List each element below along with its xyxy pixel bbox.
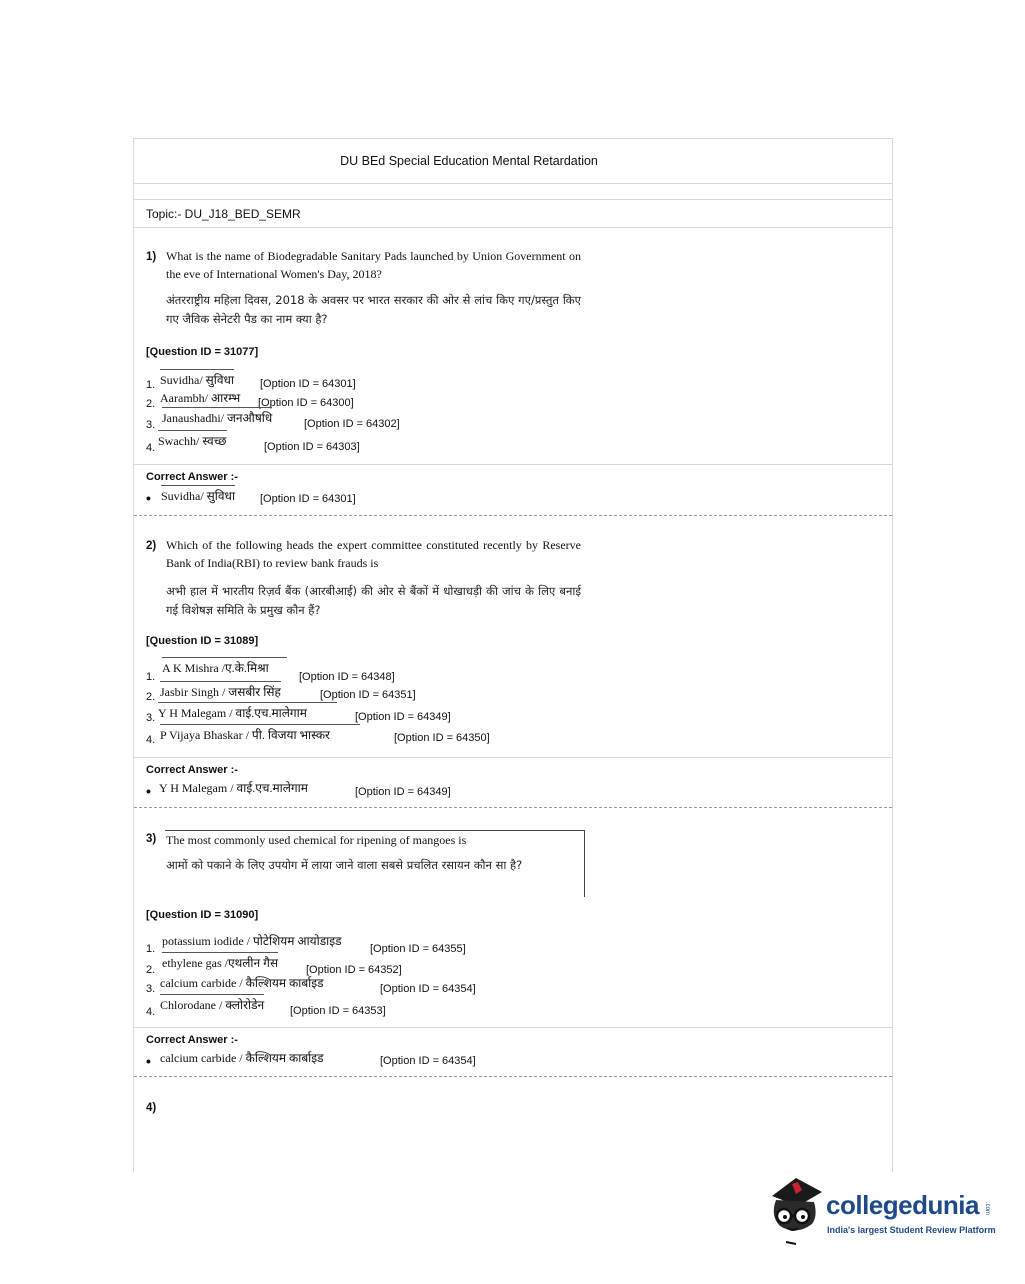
correct-answer-1 — [134, 485, 892, 507]
option-2 — [146, 388, 746, 408]
option-text: potassium iodide / पोटेशियम आयोडाइड — [162, 934, 342, 948]
option-4 — [146, 994, 746, 1018]
correct-answer-label: Correct Answer :- — [146, 1034, 238, 1046]
question-text-en: The most commonly used chemical for ripening of mangoes is — [166, 833, 467, 847]
question-text-en: Which of the following heads the expert committee constituted recently by Reserve Bank of India(RBI) to review bank frauds is — [166, 538, 581, 570]
topic-label: Topic:- DU_J18_BED_SEMR — [146, 207, 301, 221]
logo-wordmark: collegedunia — [826, 1190, 979, 1220]
header-spacer — [134, 183, 892, 200]
bullet: • — [146, 783, 151, 799]
question-id: [Question ID = 31089] — [146, 635, 259, 647]
option-number: 2. — [146, 398, 156, 410]
option-3 — [146, 973, 746, 993]
correct-answer-3 — [134, 1048, 892, 1070]
question-number: 3) — [146, 833, 157, 845]
option-text: Janaushadhi/ जनऔषधि — [162, 407, 272, 426]
option-number: 4. — [146, 734, 156, 746]
option-text: Aarambh/ आरम्भ — [160, 391, 241, 405]
option-text: Jasbir Singh / जसबीर सिंह — [160, 681, 281, 700]
option-id: [Option ID = 64303] — [264, 441, 360, 453]
option-id: [Option ID = 64355] — [370, 943, 466, 955]
dashed-divider — [134, 1076, 892, 1077]
option-number: 2. — [146, 964, 156, 976]
option-id: [Option ID = 64354] — [380, 983, 476, 995]
option-text: calcium carbide / कैल्शियम कार्बाइड — [160, 976, 324, 990]
option-2 — [146, 952, 746, 976]
option-text: ethylene gas /एथलीन गैस — [162, 952, 278, 971]
option-3 — [146, 702, 746, 722]
option-text: A K Mishra /ए.के.मिश्रा — [162, 657, 287, 676]
divider — [134, 1027, 892, 1028]
correct-answer-text: Suvidha/ सुविधा — [161, 485, 235, 504]
mascot-icon — [766, 1176, 826, 1246]
correct-answer-id: [Option ID = 64349] — [355, 786, 451, 798]
option-text: Suvidha/ सुविधा — [160, 369, 234, 388]
option-number: 3. — [146, 712, 156, 724]
divider — [134, 227, 892, 228]
option-id: [Option ID = 64352] — [306, 964, 402, 976]
option-1 — [146, 931, 746, 955]
bullet: • — [146, 1053, 151, 1069]
correct-answer-2 — [134, 778, 892, 800]
option-id: [Option ID = 64302] — [304, 418, 400, 430]
option-id: [Option ID = 64348] — [299, 671, 395, 683]
option-text: Chlorodane / क्लोरोडेन — [160, 994, 264, 1013]
logo-tagline: India's largest Student Review Platform — [827, 1225, 996, 1235]
dashed-divider — [134, 807, 892, 808]
option-2 — [146, 681, 746, 701]
option-4 — [146, 724, 746, 744]
option-text: P Vijaya Bhaskar / पी. विजया भास्कर — [160, 724, 360, 743]
option-1 — [146, 657, 746, 683]
question-text-en: What is the name of Biodegradable Sanitary Pads launched by Union Government on the eve of International Women's Day, 2018? — [166, 249, 581, 281]
option-number: 1. — [146, 379, 156, 391]
document-frame — [133, 138, 893, 1172]
option-id: [Option ID = 64351] — [320, 689, 416, 701]
option-1 — [146, 369, 746, 389]
divider — [134, 757, 892, 758]
correct-answer-text: calcium carbide / कैल्शियम कार्बाइड — [160, 1051, 324, 1065]
question-number: 4) — [146, 1102, 157, 1114]
question-number: 1) — [146, 251, 157, 263]
collegedunia-logo — [766, 1176, 996, 1246]
correct-answer-text: Y H Malegam / वाई.एच.मालेगाम — [159, 781, 308, 795]
option-id: [Option ID = 64301] — [260, 378, 356, 390]
option-id: [Option ID = 64350] — [394, 732, 490, 744]
logo-suffix: .com — [984, 1202, 990, 1216]
option-text: Swachh/ स्वच्छ — [158, 430, 227, 449]
page-title: DU BEd Special Education Mental Retardation — [134, 139, 892, 184]
correct-answer-id: [Option ID = 64354] — [380, 1055, 476, 1067]
option-number: 3. — [146, 983, 156, 995]
correct-answer-id: [Option ID = 64301] — [260, 493, 356, 505]
question-id: [Question ID = 31090] — [146, 909, 259, 921]
option-number: 1. — [146, 671, 156, 683]
question-text-hi: अंतरराष्ट्रीय महिला दिवस, 2018 के अवसर पर भारत सरकार की ओर से लांच किए गए/प्रस्तुत किए गए जैविक सेनेटरी पैड का नाम क्या है? — [166, 293, 581, 326]
correct-answer-label: Correct Answer :- — [146, 471, 238, 483]
option-number: 4. — [146, 1006, 156, 1018]
option-number: 4. — [146, 442, 156, 454]
dashed-divider — [134, 515, 892, 516]
option-4 — [146, 430, 746, 454]
option-text: Y H Malegam / वाई.एच.मालेगाम — [158, 702, 337, 721]
option-number: 3. — [146, 419, 156, 431]
divider — [134, 464, 892, 465]
bullet: • — [146, 490, 151, 506]
option-id: [Option ID = 64353] — [290, 1005, 386, 1017]
option-number: 2. — [146, 691, 156, 703]
question-text-hi: अभी हाल में भारतीय रिज़र्व बैंक (आरबीआई) की ओर से बैंकों में धोखाधड़ी की जांच के लिए बनाई गई विशेषज्ञ समिति के प्रमुख कौन हैं? — [166, 584, 581, 617]
question-number: 2) — [146, 540, 157, 552]
option-id: [Option ID = 64349] — [355, 711, 451, 723]
option-id: [Option ID = 64300] — [258, 397, 354, 409]
question-id: [Question ID = 31077] — [146, 346, 259, 358]
correct-answer-label: Correct Answer :- — [146, 764, 238, 776]
option-3 — [146, 407, 746, 431]
option-number: 1. — [146, 943, 156, 955]
question-text-hi: आमों को पकाने के लिए उपयोग में लाया जाने वाला सबसे प्रचलित रसायन कौन सा है? — [166, 858, 523, 872]
